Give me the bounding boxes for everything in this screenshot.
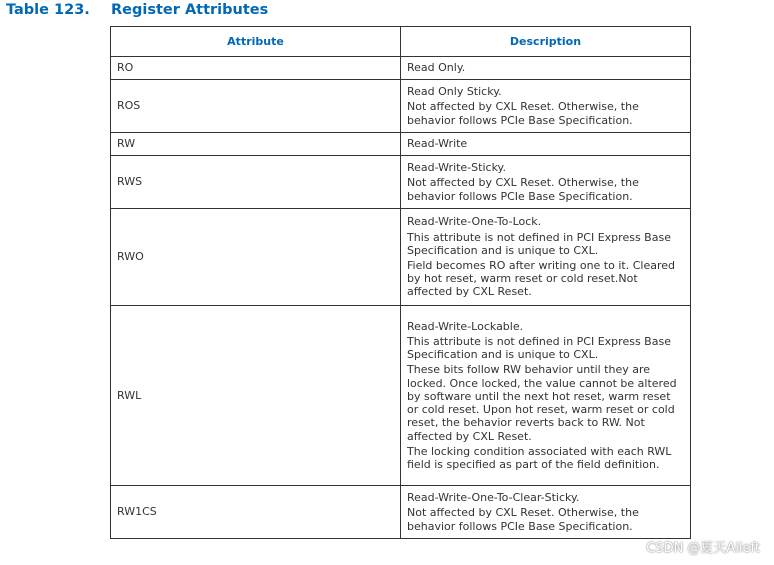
description-line: Read Only. [407, 61, 466, 75]
description-cell [401, 306, 691, 486]
table-caption [6, 1, 268, 19]
attribute-cell: RWL [111, 306, 401, 486]
table-header-row [111, 27, 691, 57]
description-line: Not affected by CXL Reset. Otherwise, the behavior follows PCIe Base Specification. [407, 176, 639, 203]
description-cell [401, 486, 691, 539]
attribute-cell: RWO [111, 209, 401, 306]
attribute-cell: RWS [111, 156, 401, 209]
description-line: Read-Write-Sticky. [407, 161, 506, 175]
description-line: Field becomes RO after writing one to it. Cleared by hot reset, warm reset or cold reset.Not affected by CXL Reset. [407, 259, 675, 299]
attribute-cell: RW1CS [111, 486, 401, 539]
description-cell [401, 80, 691, 133]
description-line: This attribute is not defined in PCI Express Base Specification and is unique to CXL. [407, 335, 671, 362]
description-line: These bits follow RW behavior until they are locked. Once locked, the value cannot be altered by software until the next hot reset, warm reset or cold reset. Upon hot reset, warm reset or cold reset, the behavior reverts back to RW. Not affected by CXL Reset. [407, 363, 677, 443]
table-title: Register Attributes [111, 2, 269, 18]
table-row [111, 133, 691, 156]
watermark: CSDN @夏天Aileft [646, 541, 760, 556]
attribute-cell: ROS [111, 80, 401, 133]
register-attributes-table [110, 26, 691, 539]
table-row [111, 57, 691, 80]
description-line: This attribute is not defined in PCI Express Base Specification and is unique to CXL. [407, 230, 671, 257]
table-row [111, 486, 691, 539]
description-line: Read Only Sticky. [407, 85, 502, 99]
table-number: Table 123. [6, 2, 90, 18]
header-attribute: Attribute [111, 27, 401, 57]
description-cell [401, 156, 691, 209]
table-row [111, 156, 691, 209]
description-cell [401, 209, 691, 306]
description-line: Read-Write-One-To-Lock. [407, 215, 542, 229]
table-row [111, 209, 691, 306]
attribute-cell: RW [111, 133, 401, 156]
description-line: Read-Write-Lockable. [407, 319, 524, 333]
description-line: Not affected by CXL Reset. Otherwise, the behavior follows PCIe Base Specification. [407, 506, 639, 533]
description-line: Not affected by CXL Reset. Otherwise, the behavior follows PCIe Base Specification. [407, 100, 639, 127]
attribute-cell: RO [111, 57, 401, 80]
description-cell [401, 57, 691, 80]
table-row [111, 306, 691, 486]
description-line: Read-Write-One-To-Clear-Sticky. [407, 491, 580, 505]
header-description: Description [401, 27, 691, 57]
description-line: Read-Write [407, 137, 468, 151]
description-cell [401, 133, 691, 156]
description-line: The locking condition associated with each RWL field is specified as part of the field definition. [407, 444, 672, 471]
table-row [111, 80, 691, 133]
